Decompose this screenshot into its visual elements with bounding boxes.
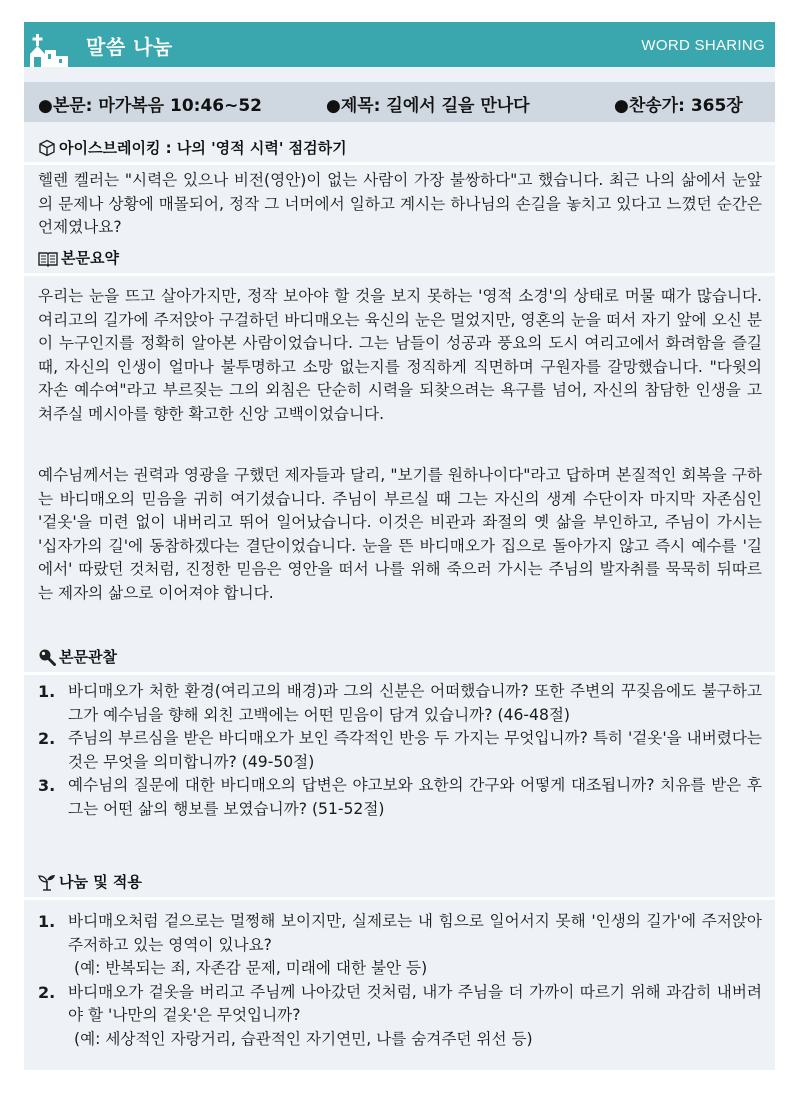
summary-heading xyxy=(38,247,119,269)
icebreaking-title: 아이스브레이킹 : 나의 '영적 시력' 점검하기 xyxy=(59,139,347,157)
observation-heading xyxy=(38,646,117,668)
observation-list xyxy=(38,680,762,821)
list-item: 2. 주님의 부르심을 받은 바디매오가 보인 즉각적인 반응 두 가지는 무엇입니까? 특히 '겉옷'을 내버렸다는 것은 무엇을 의미합니까? (49-50절) xyxy=(38,729,762,771)
sprout-icon xyxy=(38,873,56,891)
observation-question-2: 주님의 부르심을 받은 바디매오가 보인 즉각적인 반응 두 가지는 무엇입니까? 특히 '겉옷'을 내버렸다는 것은 무엇을 의미합니까? (49-50절) xyxy=(68,729,762,771)
magnifier-icon xyxy=(38,648,56,666)
application-example-2: (예: 세상적인 자랑거리, 습관적인 자기연민, 나를 숨겨주던 위선 등) xyxy=(74,1029,533,1048)
divider xyxy=(24,897,775,900)
divider xyxy=(24,672,775,675)
header-title: 말씀 나눔 xyxy=(86,35,173,59)
list-item: 1. 바디매오처럼 겉으로는 멀쩡해 보이지만, 실제로는 내 힘으로 일어서지 못해 '인생의 길가'에 주저앉아 주저하고 있는 영역이 있나요? (예: 반복되는 죄, 자존감 문제, 미래에 대한 불안 등) xyxy=(38,910,762,981)
application-title: 나눔 및 적용 xyxy=(59,873,142,891)
sermon-title: ●제목: 길에서 길을 만나다 xyxy=(326,96,530,116)
application-question-2: 바디매오가 겉옷을 버리고 주님께 나아갔던 것처럼, 내가 주님을 더 가까이 따르기 위해 과감히 내버려야 할 '나만의 겉옷'은 무엇입니까? xyxy=(68,982,762,1024)
church-icon xyxy=(30,24,82,67)
observation-question-1: 바디매오가 처한 환경(여리고의 배경)과 그의 신분은 어떠했습니까? 또한 주변의 꾸짖음에도 불구하고 그가 예수님을 향해 외친 고백에는 어떤 믿음이 담겨 있습니까? (46-48절) xyxy=(68,682,762,724)
list-item: 1. 바디매오가 처한 환경(여리고의 배경)과 그의 신분은 어떠했습니까? 또한 주변의 꾸짖음에도 불구하고 그가 예수님을 향해 외친 고백에는 어떤 믿음이 담겨 있습니까? (46-48절) xyxy=(38,682,762,724)
application-example-1: (예: 반복되는 죄, 자존감 문제, 미래에 대한 불안 등) xyxy=(74,959,428,977)
divider xyxy=(24,273,775,276)
application-heading xyxy=(38,871,142,893)
summary-title: 본문요약 xyxy=(61,249,119,267)
book-icon xyxy=(38,251,58,267)
list-item: 3. 예수님의 질문에 대한 바디매오의 답변은 야고보와 요한의 간구와 어떻게 대조됩니까? 치유를 받은 후 그는 어떤 삶의 행보를 보였습니까? (51-52절) xyxy=(38,776,762,818)
cube-icon xyxy=(38,139,56,157)
icebreaking-text: 헬렌 켈러는 "시력은 있으나 비전(영안)이 없는 사람이 가장 불쌍하다"고 했습니다. 최근 나의 삶에서 눈앞의 문제나 상황에 매몰되어, 정작 그 너머에서 일하고 계시는 하나님의 손길을 놓치고 있다고 느꼈던 순간은 언제였나요? xyxy=(38,171,762,236)
icebreaking-heading xyxy=(38,137,347,159)
divider xyxy=(24,162,775,165)
info-bar xyxy=(24,82,775,122)
summary-paragraph-2: 예수님께서는 권력과 영광을 구했던 제자들과 달리, "보기를 원하나이다"라고 답하며 본질적인 회복을 구하는 바디매오의 믿음을 귀히 여기셨습니다. 주님이 부르실 때 그는 자신의 생계 수단이자 마지막 자존심인 '겉옷'을 미련 없이 내버리고 뛰어 일어났습니다. 이것은 비관과 좌절의 옛 삶을 부인하고, 주님이 가시는 '십자가의 길'에 동참하겠다는 결단이었습니다. 눈을 뜬 바디매오가 집으로 돌아가지 않고 즉시 예수를 '길에서' 따랐던 것처럼, 진정한 믿음은 영안을 떠서 나를 위해 죽으러 가시는 주님의 발자취를 묵묵히 뒤따르는 제자의 삶으로 이어져야 합니다. xyxy=(38,466,762,602)
application-list xyxy=(38,910,762,1051)
header-bar xyxy=(24,22,775,67)
observation-question-3: 예수님의 질문에 대한 바디매오의 답변은 야고보와 요한의 간구와 어떻게 대조됩니까? 치유를 받은 후 그는 어떤 삶의 행보를 보였습니까? (51-52절) xyxy=(68,776,762,818)
header-subtitle: WORD SHARING xyxy=(641,37,765,54)
scripture-reference: ●본문: 마가복음 10:46~52 xyxy=(38,96,263,116)
summary-paragraph-1: 우리는 눈을 뜨고 살아가지만, 정작 보아야 할 것을 보지 못하는 '영적 소경'의 상태로 머물 때가 많습니다. 여리고의 길가에 주저앉아 구걸하던 바디매오는 육신의 눈은 멀었지만, 영혼의 눈을 떠서 자기 앞에 오신 분이 누구인지를 정확히 알아본 사람이었습니다. 그는 남들이 성공과 풍요의 도시 여리고에서 화려함을 즐길 때, 자신의 인생이 얼마나 불투명하고 소망 없는지를 정직하게 직면하며 구원자를 갈망했습니다. "다윗의 자손 예수여"라고 부르짖는 그의 외침은 단순히 시력을 되찾으려는 욕구를 넘어, 자신의 참담한 인생을 고쳐주실 메시아를 향한 확고한 신앙 고백이었습니다. xyxy=(38,287,762,423)
hymn-number: ●찬송가: 365장 xyxy=(614,96,743,116)
application-question-1: 바디매오처럼 겉으로는 멀쩡해 보이지만, 실제로는 내 힘으로 일어서지 못해 '인생의 길가'에 주저앉아 주저하고 있는 영역이 있나요? xyxy=(68,912,762,954)
list-item: 2. 바디매오가 겉옷을 버리고 주님께 나아갔던 것처럼, 내가 주님을 더 가까이 따르기 위해 과감히 내버려야 할 '나만의 겉옷'은 무엇입니까? (예: 세상적인 자랑거리, 습관적인 자기연민, 나를 숨겨주던 위선 등) xyxy=(38,981,762,1052)
observation-title: 본문관찰 xyxy=(59,648,117,666)
